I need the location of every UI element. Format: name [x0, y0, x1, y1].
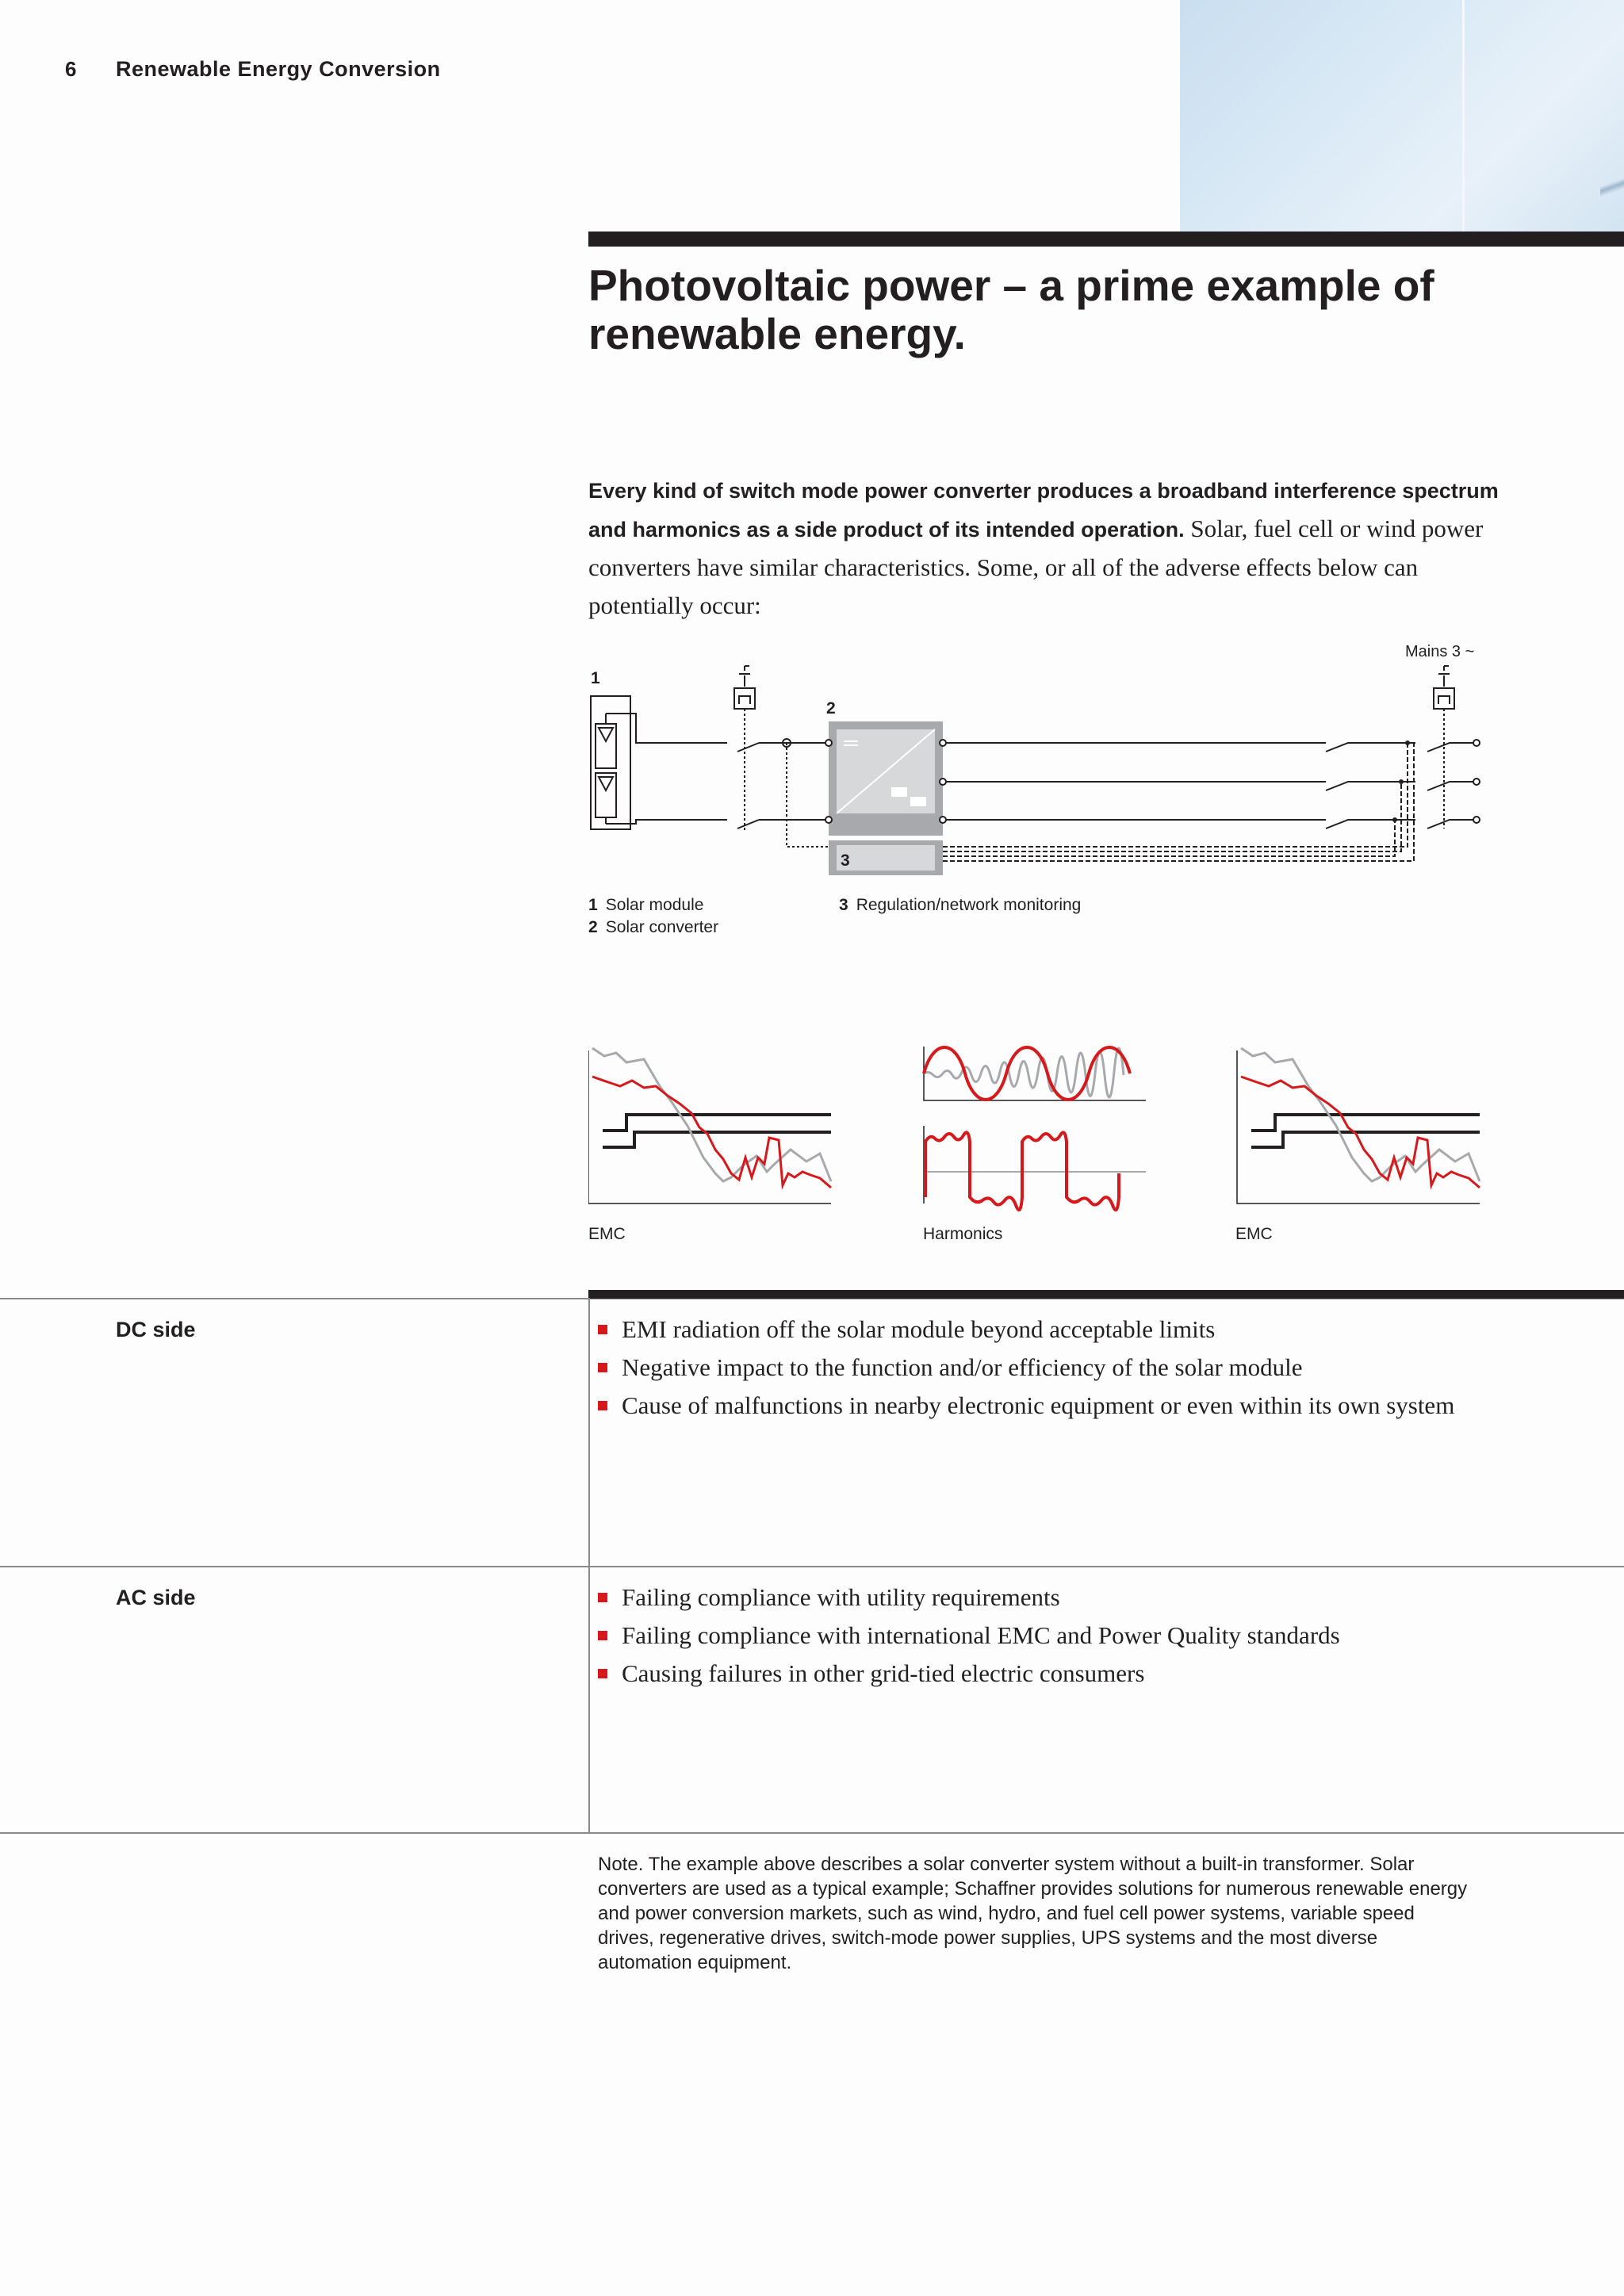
page-title: Photovoltaic power – a prime example of renewable energy. — [588, 261, 1434, 358]
title-bar — [588, 232, 1624, 247]
list-item: Negative impact to the function and/or efficiency of the solar module — [596, 1349, 1469, 1387]
running-header: Renewable Energy Conversion — [116, 57, 441, 81]
list-item: Failing compliance with international EMC and Power Quality standards — [596, 1617, 1469, 1655]
chart-label-harmonics: Harmonics — [923, 1225, 1003, 1243]
marker-3: 3 — [841, 851, 850, 870]
intro-lead: Every kind of switch mode power converter produces a broadband interference spectrum and harmonics as a side product of its intended operation. — [588, 479, 1499, 541]
emc-spectrum-illustration-right — [1237, 1048, 1480, 1203]
list-item: Failing compliance with utility requirements — [596, 1578, 1469, 1617]
ac-side-list — [596, 1578, 1469, 1693]
relay-symbol-ac — [1434, 688, 1454, 709]
legend-num-3: 3 — [839, 896, 848, 914]
mains-label: Mains 3 ~ — [1405, 643, 1475, 660]
wind-turbine-photo — [1180, 0, 1624, 232]
chart-label-emc-right: EMC — [1235, 1225, 1273, 1243]
list-item: Cause of malfunctions in nearby electronic equipment or even within its own system — [596, 1387, 1469, 1425]
solar-module-block — [591, 696, 630, 829]
legend-item-2 — [588, 918, 718, 937]
dc-side-list — [596, 1311, 1469, 1425]
relay-symbol-dc — [734, 688, 755, 709]
list-item: EMI radiation off the solar module beyond acceptable limits — [596, 1311, 1469, 1349]
table-bottom-rule — [0, 1832, 1624, 1834]
solar-cell-1 — [596, 724, 616, 768]
intro-body: Solar, fuel cell or wind power converters have similar characteristics. Some, or all of the adverse effects below can potentially occur: — [588, 515, 1484, 619]
row-divider — [0, 1566, 1624, 1567]
ac-side-label: AC side — [116, 1586, 196, 1609]
legend-num-2: 2 — [588, 918, 598, 936]
waveform-illustrations — [588, 1039, 1497, 1217]
intro-paragraph — [588, 471, 1500, 625]
list-item: Causing failures in other grid-tied electric consumers — [596, 1655, 1469, 1693]
page-number: 6 — [65, 57, 77, 81]
marker-1: 1 — [591, 669, 600, 687]
dc-side-label: DC side — [116, 1318, 196, 1341]
solar-converter-circuit-diagram — [588, 642, 1497, 880]
harmonics-illustration — [924, 1047, 1146, 1210]
legend-text-3: Regulation/network monitoring — [856, 896, 1082, 914]
chart-label-emc-left: EMC — [588, 1225, 626, 1243]
emc-spectrum-illustration-left — [588, 1048, 831, 1203]
legend-num-1: 1 — [588, 896, 598, 914]
solar-cell-2 — [596, 773, 616, 817]
legend-item-1 — [588, 896, 703, 915]
legend-item-3 — [839, 896, 1081, 915]
legend-text-2: Solar converter — [605, 918, 719, 936]
legend-text-1: Solar module — [605, 896, 704, 914]
footnote: Note. The example above describes a solar converter system without a built-in transformer. Solar converters are used as a typical example; Schaffner provides solutions for numerous renewable energy and power conversion markets, such as wind, hydro, and fuel cell power systems, variable speed drives, regenerative drives, switch-mode power supplies, UPS systems and the most diverse automation equipment. — [598, 1854, 1468, 1973]
marker-2: 2 — [826, 699, 836, 718]
table-bar — [588, 1290, 1624, 1299]
